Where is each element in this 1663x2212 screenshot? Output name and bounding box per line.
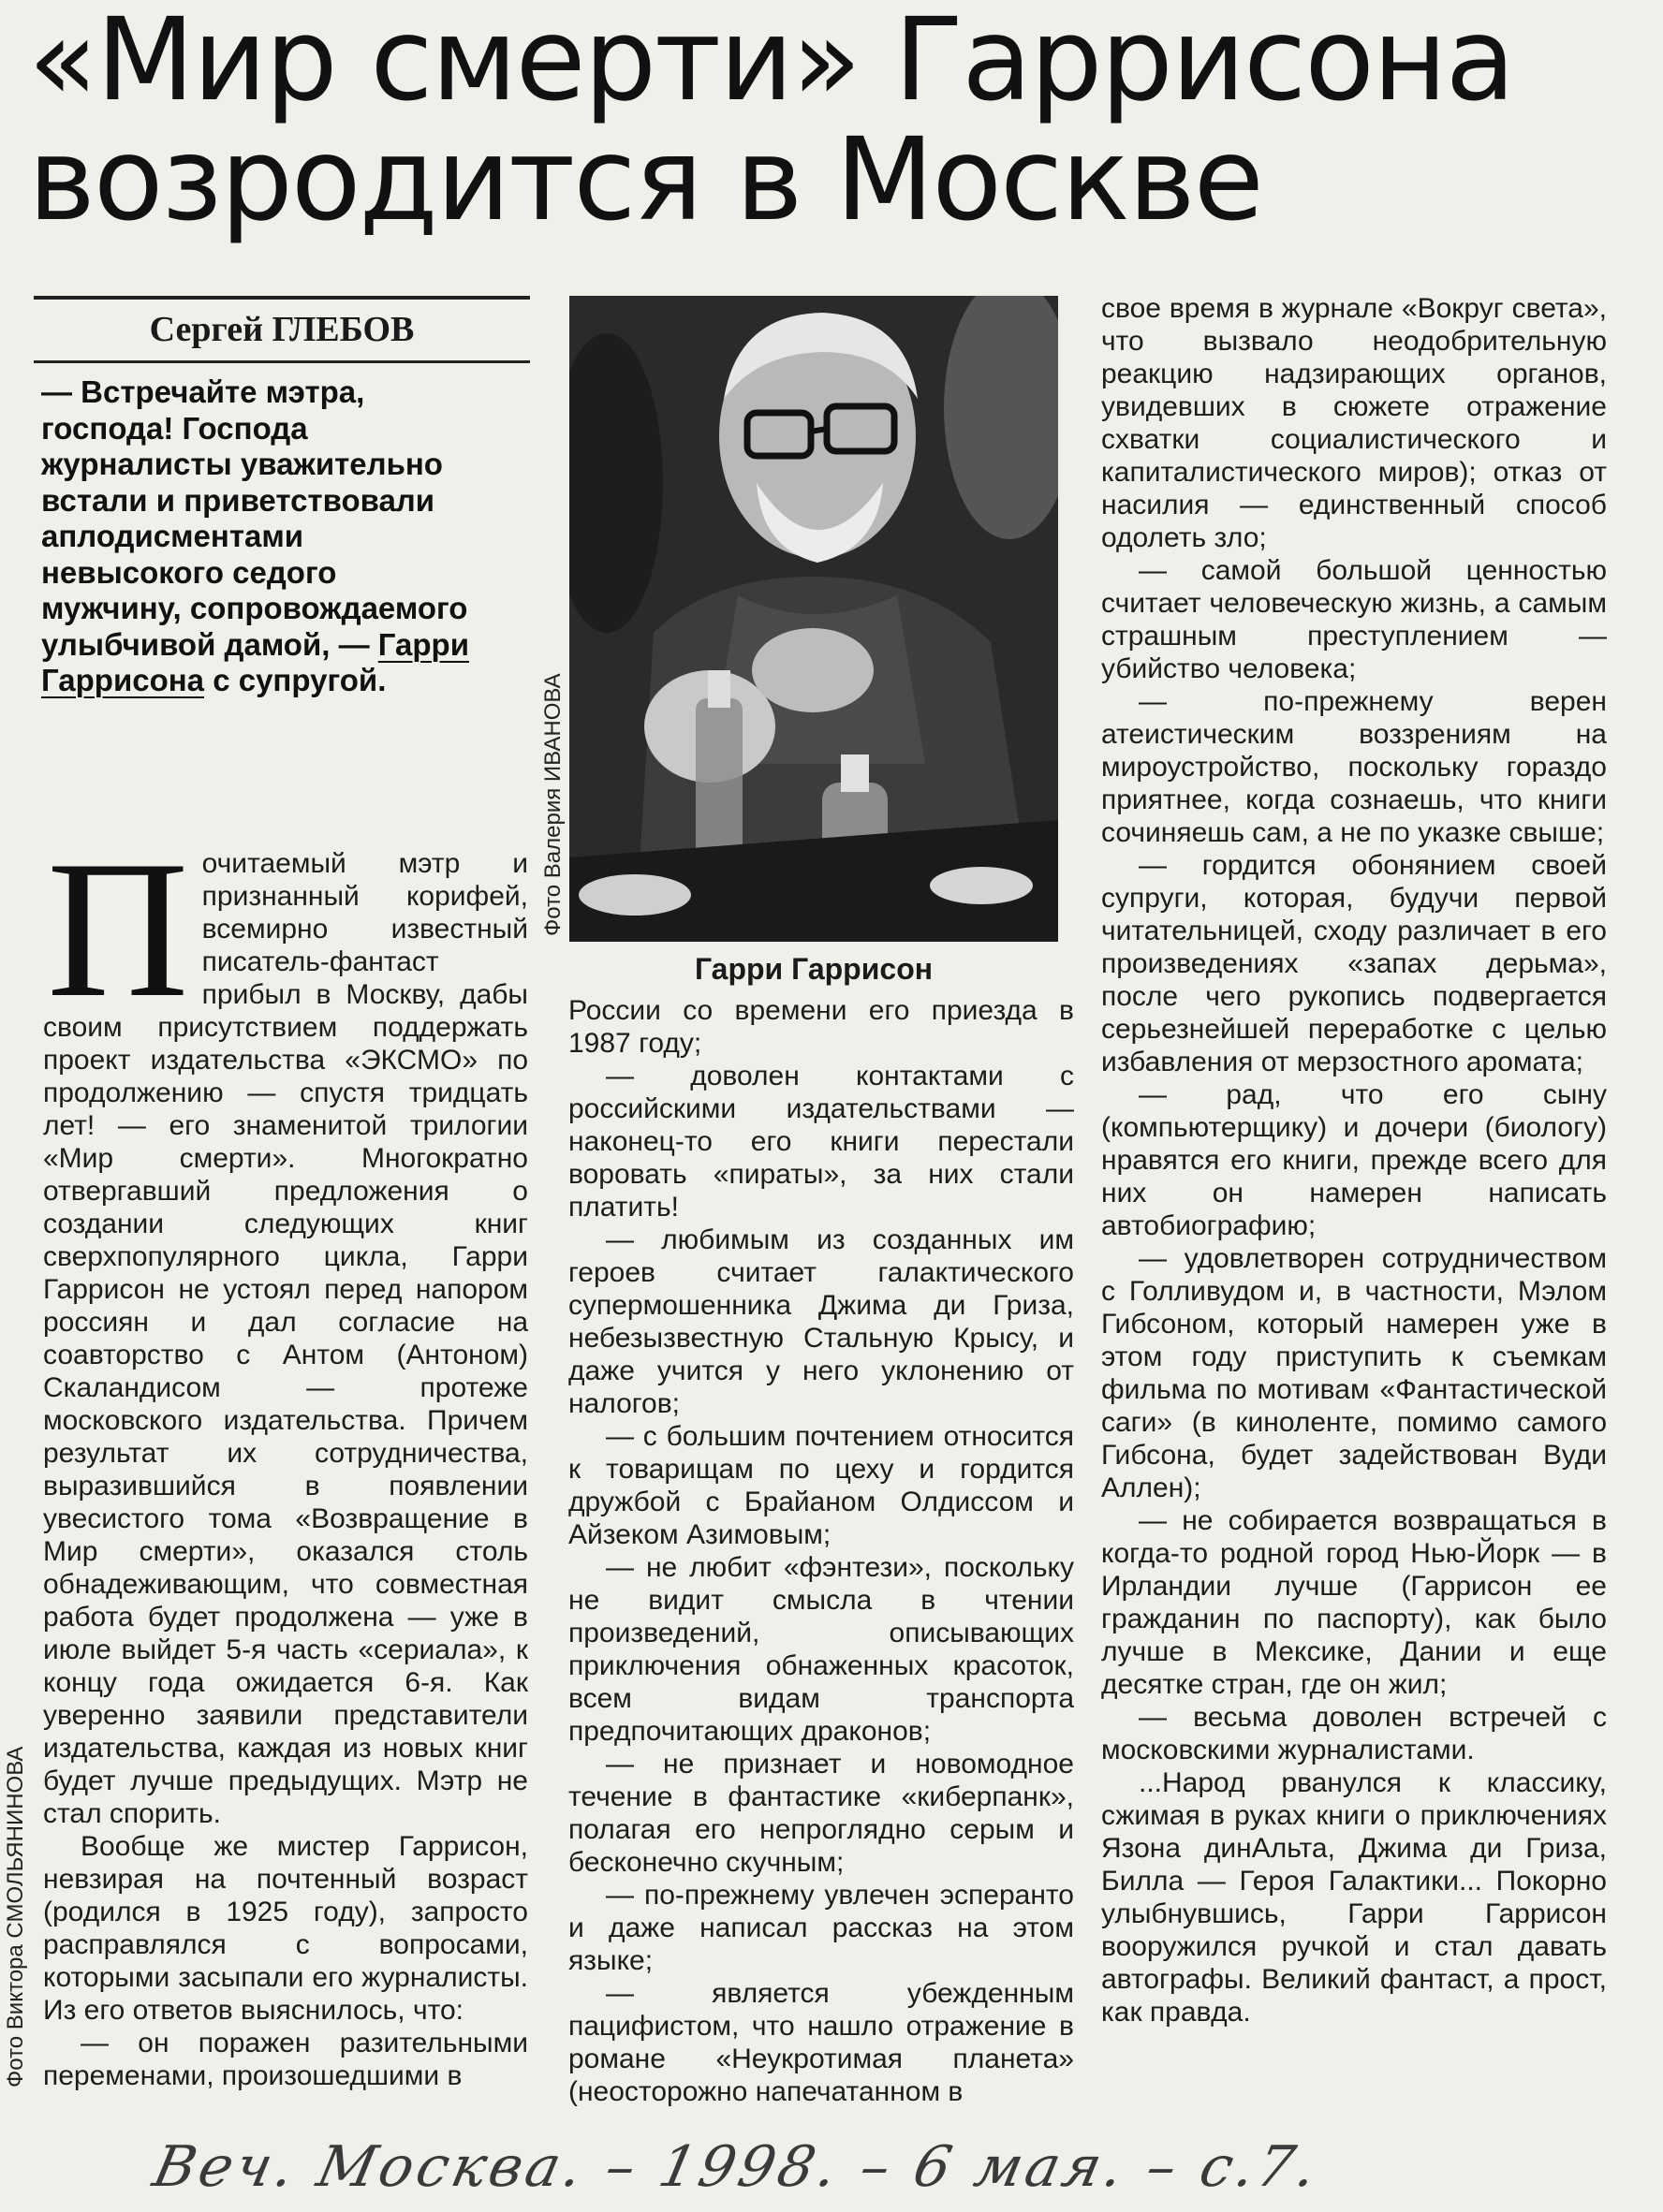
byline: Сергей ГЛЕБОВ xyxy=(149,310,415,349)
paragraph: Вообще же мистер Гаррисон, невзирая на почтенный возраст (родился в 1925 году), запросто расправлялся с вопросами, которыми засыпали его журналисты. Из его ответов выяснилось, что: xyxy=(43,1831,528,2026)
paragraph: — по-прежнему верен атеистическим воззрениям на мироустройство, поскольку гораздо приятнее, когда сознаешь, что книги сочиняешь сам, а не по указке свыше; xyxy=(1101,686,1607,848)
paragraph: — весьма доволен встречей с московскими журналистами. xyxy=(1101,1702,1607,1765)
paragraph: — самой большой ценностью считает человеческую жизнь, а самым страшным преступлением — убийство человека; xyxy=(1101,555,1607,684)
paragraph: — любимым из созданных им героев считает галактического супермошенника Джима ди Гриза, небезызвестную Стальную Крысу, и даже учится у него уклонению от налогов; xyxy=(568,1224,1074,1419)
article-column-1 xyxy=(43,821,528,2092)
paragraph-text: очитаемый мэтр и признанный корифей, всемирно известный писатель-фантаст прибыл в Москву, дабы своим присутствием поддержать проект издательства «ЭКСМО» по продолжению — спустя тридцать лет! — его знаменитой трилогии «Мир смерти». Многократно отвергавший предложения о создании следующих книг сверхпопулярного цикла, Гарри Гаррисон не устоял перед напором россиян и дал согласие на соавторство с Антом (Антоном) Скаландисом — протеже московского издательства. Причем результат их сотрудничества, выразившийся в появлении увесистого тома «Возвращение в Мир смерти», оказался столь обнадеживающим, что совместная работа будет продолжена — уже в июле выйдет 5-я часть «сериала», к концу года ожидается 6-я. Как уверенно заявили представители издательства, каждая из новых книг будет лучше предыдущих. Мэтр не стал спорить. xyxy=(43,848,528,1829)
paragraph: — с большим почтением относится к товарищам по цеху и гордится дружбой с Брайаном Олдиссом и Айзеком Азимовым; xyxy=(568,1421,1074,1550)
paragraph: — рад, что его сыну (компьютерщику) и дочери (биологу) нравятся его книги, прежде всего для них он намерен написать автобиографию; xyxy=(1101,1079,1607,1241)
article-column-2 xyxy=(568,994,1074,2108)
article-column-3 xyxy=(1101,292,1607,2029)
paragraph: — не собирается возвращаться в когда-то родной город Нью-Йорк — в Ирландии лучше (Гаррисон ее гражданин по паспорту), как было лучше в Мексике, Дании и еще десятке стран, где он жил; xyxy=(1101,1505,1607,1700)
paragraph: свое время в журнале «Вокруг света», что вызвало неодобрительную реакцию надзирающих органов, увидевших в сюжете отражение схватки социалистического и капиталистического миров); отказ от насилия — единственный способ одолеть зло; xyxy=(1101,293,1607,553)
photo-illustration xyxy=(569,296,1058,942)
handwritten-source-note: Веч. Москва. – 1998. – 6 мая. – с.7. xyxy=(147,2134,1326,2200)
photo-credit: Фото Валерия ИВАНОВА xyxy=(540,673,566,936)
paragraph: — доволен контактами с российскими издательствами — наконец-то его книги перестали воровать «пираты», за них стали платить! xyxy=(568,1061,1074,1223)
dropcap: П xyxy=(47,821,189,1038)
paragraph: — по-прежнему увлечен эсперанто и даже написал рассказ на этом языке; xyxy=(568,1880,1074,1976)
paragraph: — гордится обонянием своей супруги, которая, будучи первой читательницей, сходу различает в его произведениях «запах дерьма», после чего рукопись подвергается серьезнейшей переработке с целью избавления от мерзостного аромата; xyxy=(1101,850,1607,1077)
photo-harry-harrison xyxy=(569,296,1058,942)
photo-caption: Гарри Гаррисон xyxy=(694,952,934,986)
paragraph: — не любит «фэнтези», поскольку не видит смысла в чтении произведений, описывающих приключения обнаженных красоток, всем видам транспорта предпочитающих драконов; xyxy=(568,1552,1074,1747)
byline-rule-top xyxy=(34,296,530,300)
paragraph xyxy=(43,821,528,1830)
paragraph: — он поражен разительными переменами, произошедшими в xyxy=(43,2028,528,2091)
headline: «Мир смерти» Гаррисона возродится в Москве xyxy=(28,0,1514,246)
lead-text: — Встречайте мэтра, господа! Господа журналисты уважительно встали и приветствовали аплодисментами невысокого седого мужчину, сопровождаемого улыбчивой дамой, — xyxy=(41,374,468,662)
lead-text-end: с супругой. xyxy=(213,663,387,697)
paragraph: — удовлетворен сотрудничеством с Голливудом и, в частности, Мэлом Гибсоном, который намерен уже в этом году приступить к съемкам фильма по мотивам «Фантастической саги» (в киноленте, помимо самого Гибсона, будет задействован Вуди Аллен); xyxy=(1101,1243,1607,1503)
paragraph: — является убежденным пацифистом, что нашло отражение в романе «Неукротимая планета» (неосторожно напечатанном в xyxy=(568,1978,1074,2107)
paragraph: России со времени его приезда в 1987 году; xyxy=(568,995,1074,1059)
byline-rule-bottom xyxy=(34,360,530,363)
paragraph: ...Народ рванулся к классику, сжимая в руках книги о приключениях Язона динАльта, Джима ди Гриза, Билла — Героя Галактики... Покорно улыбнувшись, Гарри Гаррисон вооружился ручкой и стал давать автографы. Великий фантаст, а прост, как правда. xyxy=(1101,1767,1607,2028)
paragraph: — не признает и новомодное течение в фантастике «киберпанк», полагая его непроглядно серым и бесконечно скучным; xyxy=(568,1749,1074,1878)
side-photo-credit: Фото Виктора СМОЛЬЯНИНОВА xyxy=(3,1746,28,2087)
lead-paragraph xyxy=(41,374,481,699)
lead-underlined-name: Гарри Гаррисона xyxy=(41,626,469,697)
